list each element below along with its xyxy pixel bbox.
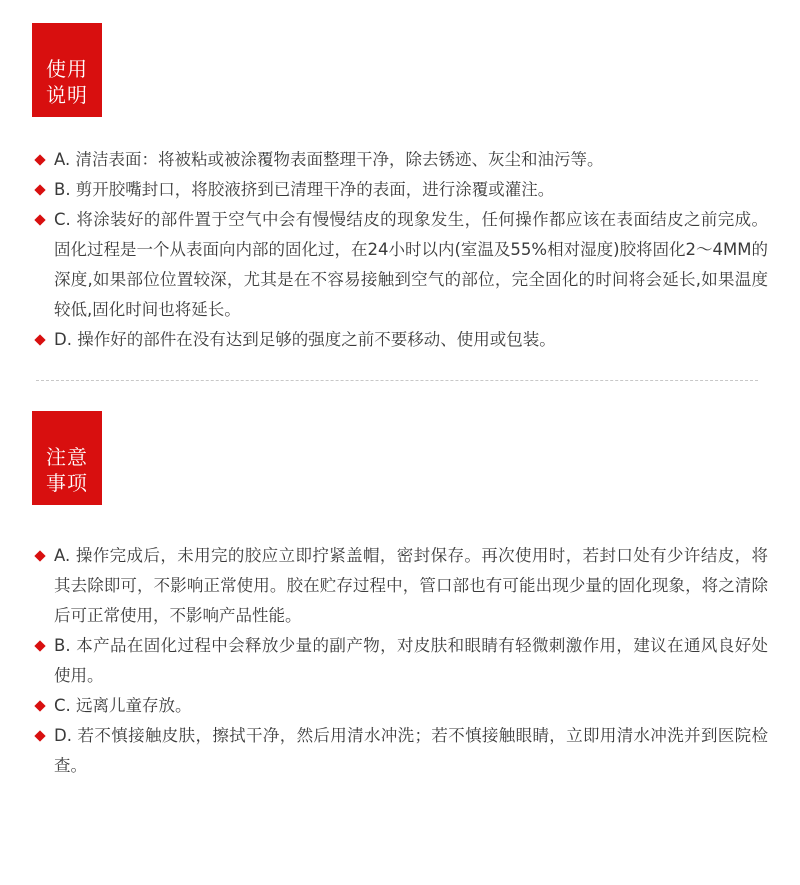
notes-list <box>32 541 768 781</box>
notes-item-b-text: B. 本产品在固化过程中会释放少量的副产物，对皮肤和眼睛有轻微刺激作用，建议在通风良好处使用。 <box>54 636 768 685</box>
diamond-bullet-icon <box>34 640 45 651</box>
diamond-bullet-icon <box>34 214 45 225</box>
usage-item-d <box>32 325 768 355</box>
usage-heading-line-2: 说明 <box>46 83 88 107</box>
usage-item-c-text: C. 将涂装好的部件置于空气中会有慢慢结皮的现象发生，任何操作都应该在表面结皮之前完成。固化过程是一个从表面向内部的固化过，在24小时以内(室温及55%相对湿度)胶将固化2～4MM的深度,如果部位位置较深，尤其是在不容易接触到空气的部位，完全固化的时间将会延长,如果温度较低,固化时间也将延长。 <box>54 210 769 319</box>
notes-item-d <box>32 721 768 781</box>
notes-item-c-text: C. 远离儿童存放。 <box>54 696 192 715</box>
diamond-bullet-icon <box>34 154 45 165</box>
notes-heading-line-2: 事项 <box>46 471 88 495</box>
notes-item-c <box>32 691 768 721</box>
notes-item-d-text: D. 若不慎接触皮肤，擦拭干净，然后用清水冲洗；若不慎接触眼睛，立即用清水冲洗并到医院检查。 <box>54 726 768 775</box>
notes-section-heading <box>32 411 102 505</box>
usage-item-b-text: B. 剪开胶嘴封口，将胶液挤到已清理干净的表面，进行涂覆或灌注。 <box>54 180 555 199</box>
usage-heading-line-1: 使用 <box>46 57 88 81</box>
diamond-bullet-icon <box>34 334 45 345</box>
notes-item-a-text: A. 操作完成后，未用完的胶应立即拧紧盖帽，密封保存。再次使用时，若封口处有少许结皮，将其去除即可，不影响正常使用。胶在贮存过程中，管口部也有可能出现少量的固化现象，将之清除后可正常使用，不影响产品性能。 <box>54 546 768 625</box>
section-divider <box>36 380 758 381</box>
usage-item-a-text: A. 清洁表面：将被粘或被涂覆物表面整理干净，除去锈迹、灰尘和油污等。 <box>54 150 604 169</box>
usage-item-b <box>32 175 768 205</box>
diamond-bullet-icon <box>34 550 45 561</box>
usage-item-d-text: D. 操作好的部件在没有达到足够的强度之前不要移动、使用或包装。 <box>54 330 556 349</box>
notes-heading-line-1: 注意 <box>46 445 88 469</box>
diamond-bullet-icon <box>34 730 45 741</box>
usage-item-a <box>32 145 768 175</box>
usage-section-heading <box>32 23 102 117</box>
notes-item-b <box>32 631 768 691</box>
usage-instructions-list <box>32 145 768 355</box>
diamond-bullet-icon <box>34 184 45 195</box>
diamond-bullet-icon <box>34 700 45 711</box>
notes-item-a <box>32 541 768 631</box>
usage-item-c <box>32 205 768 325</box>
